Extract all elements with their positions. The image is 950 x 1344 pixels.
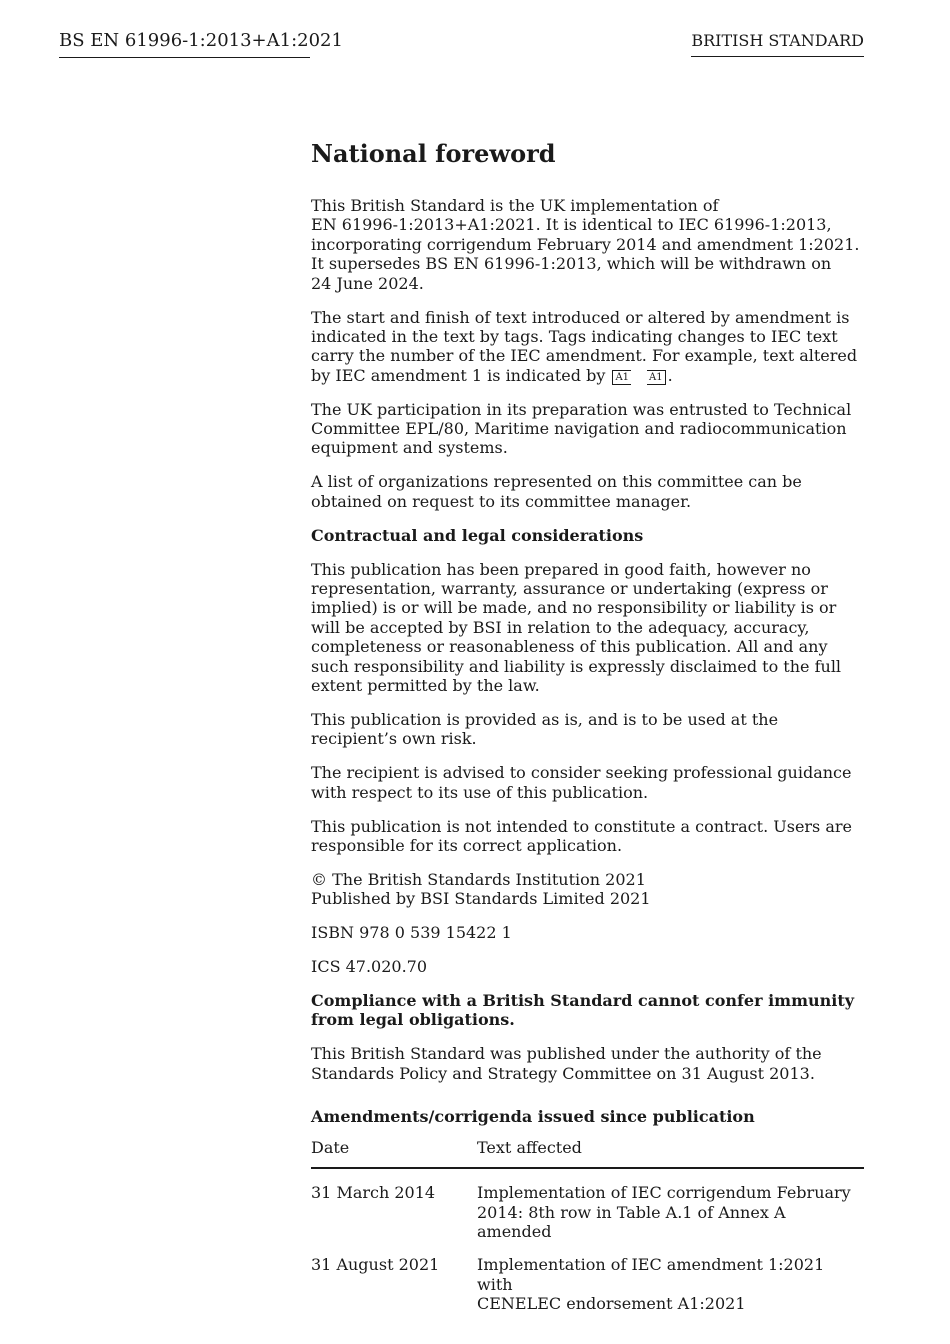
header-series-label: BRITISH STANDARD: [691, 31, 864, 57]
copyright-paragraph: [311, 870, 864, 909]
as-is-paragraph: [311, 710, 864, 749]
table-header-row: [311, 1134, 864, 1168]
compliance-notice: Compliance with a British Standard cannot confer immunity from legal obligations.: [311, 991, 855, 1030]
intro-line: EN 61996-1:2013+A1:2021. It is identical to IEC 61996-1:2013,: [311, 215, 832, 235]
isbn: ISBN 978 0 539 15422 1: [311, 923, 512, 943]
participation-paragraph: The UK participation in its preparation was entrusted to Technical Committee EPL/80, Maritime navigation and radiocommunication equipment and systems.: [311, 399, 852, 458]
amendment-tags-text: The start and finish of text introduced or altered by amendment is indicated in the text by tags. Tags indicating changes to IEC text carry the number of the IEC amendment. For example, text altered by IEC amendment 1 is indicated by: [311, 307, 858, 385]
amendment-open-tag-icon: A1: [612, 370, 631, 385]
header-document-id: BS EN 61996-1:2013+A1:2021: [59, 30, 310, 58]
table-row: [311, 1168, 864, 1241]
amendment-close-tag-icon: A1: [647, 370, 666, 385]
text-affected-line: CENELEC endorsement A1:2021: [477, 1294, 746, 1314]
contract-paragraph: This publication is not intended to constitute a contract. Users are responsible for its correct application.: [311, 816, 853, 855]
amendments-heading: Amendments/corrigenda issued since publication: [311, 1107, 755, 1127]
amendment-date: 31 August 2021: [311, 1255, 440, 1275]
intro-line: This British Standard is the UK implementation of: [311, 196, 719, 215]
text-affected-line: 2014: 8th row in Table A.1 of Annex A amended: [477, 1202, 786, 1241]
intro-paragraph: [311, 196, 864, 293]
copyright-line: © The British Standards Institution 2021: [311, 869, 646, 889]
column-header-text-affected: Text affected: [477, 1134, 864, 1168]
as-is-line: This publication is provided as is, and is to be used at the: [311, 709, 779, 729]
amendment-text-affected: [477, 1168, 864, 1241]
guidance-paragraph: The recipient is advised to consider seeking professional guidance with respect to its use of this publication.: [311, 763, 852, 802]
foreword-content: [311, 138, 864, 1314]
as-is-line: recipient’s own risk.: [311, 729, 477, 749]
ics-code: ICS 47.020.70: [311, 957, 428, 977]
organizations-paragraph: A list of organizations represented on this committee can be obtained on request to its committee manager.: [311, 472, 802, 511]
column-header-date: Date: [311, 1134, 477, 1168]
table-row: [311, 1241, 864, 1313]
authority-paragraph: This British Standard was published under the authority of the Standards Policy and Strategy Committee on 31 August 2013.: [311, 1044, 822, 1083]
publisher-line: Published by BSI Standards Limited 2021: [311, 889, 651, 909]
amendment-text-affected: [477, 1241, 864, 1313]
amendment-tags-paragraph: [311, 308, 864, 386]
intro-line: It supersedes BS EN 61996-1:2013, which will be withdrawn on: [311, 254, 832, 274]
text-affected-line: Implementation of IEC corrigendum February: [477, 1183, 851, 1203]
page-title: National foreword: [311, 139, 556, 168]
amendments-table: [311, 1134, 864, 1313]
intro-line: 24 June 2024.: [311, 273, 424, 293]
contractual-heading: Contractual and legal considerations: [311, 525, 644, 545]
amendment-tags-period: .: [667, 365, 673, 385]
amendment-date: 31 March 2014: [311, 1183, 436, 1203]
good-faith-paragraph: This publication has been prepared in good faith, however no representation, warranty, assurance or undertaking (express or implied) is or will be made, and no responsibility or liability is or will be accepted by BSI in relation to the adequacy, accuracy, completeness or reasonableness of this publication. All and any such responsibility and liability is expressly disclaimed to the full extent permitted by the law.: [311, 559, 842, 696]
text-affected-line: Implementation of IEC amendment 1:2021 with: [477, 1255, 825, 1294]
intro-line: incorporating corrigendum February 2014 and amendment 1:2021.: [311, 234, 860, 254]
